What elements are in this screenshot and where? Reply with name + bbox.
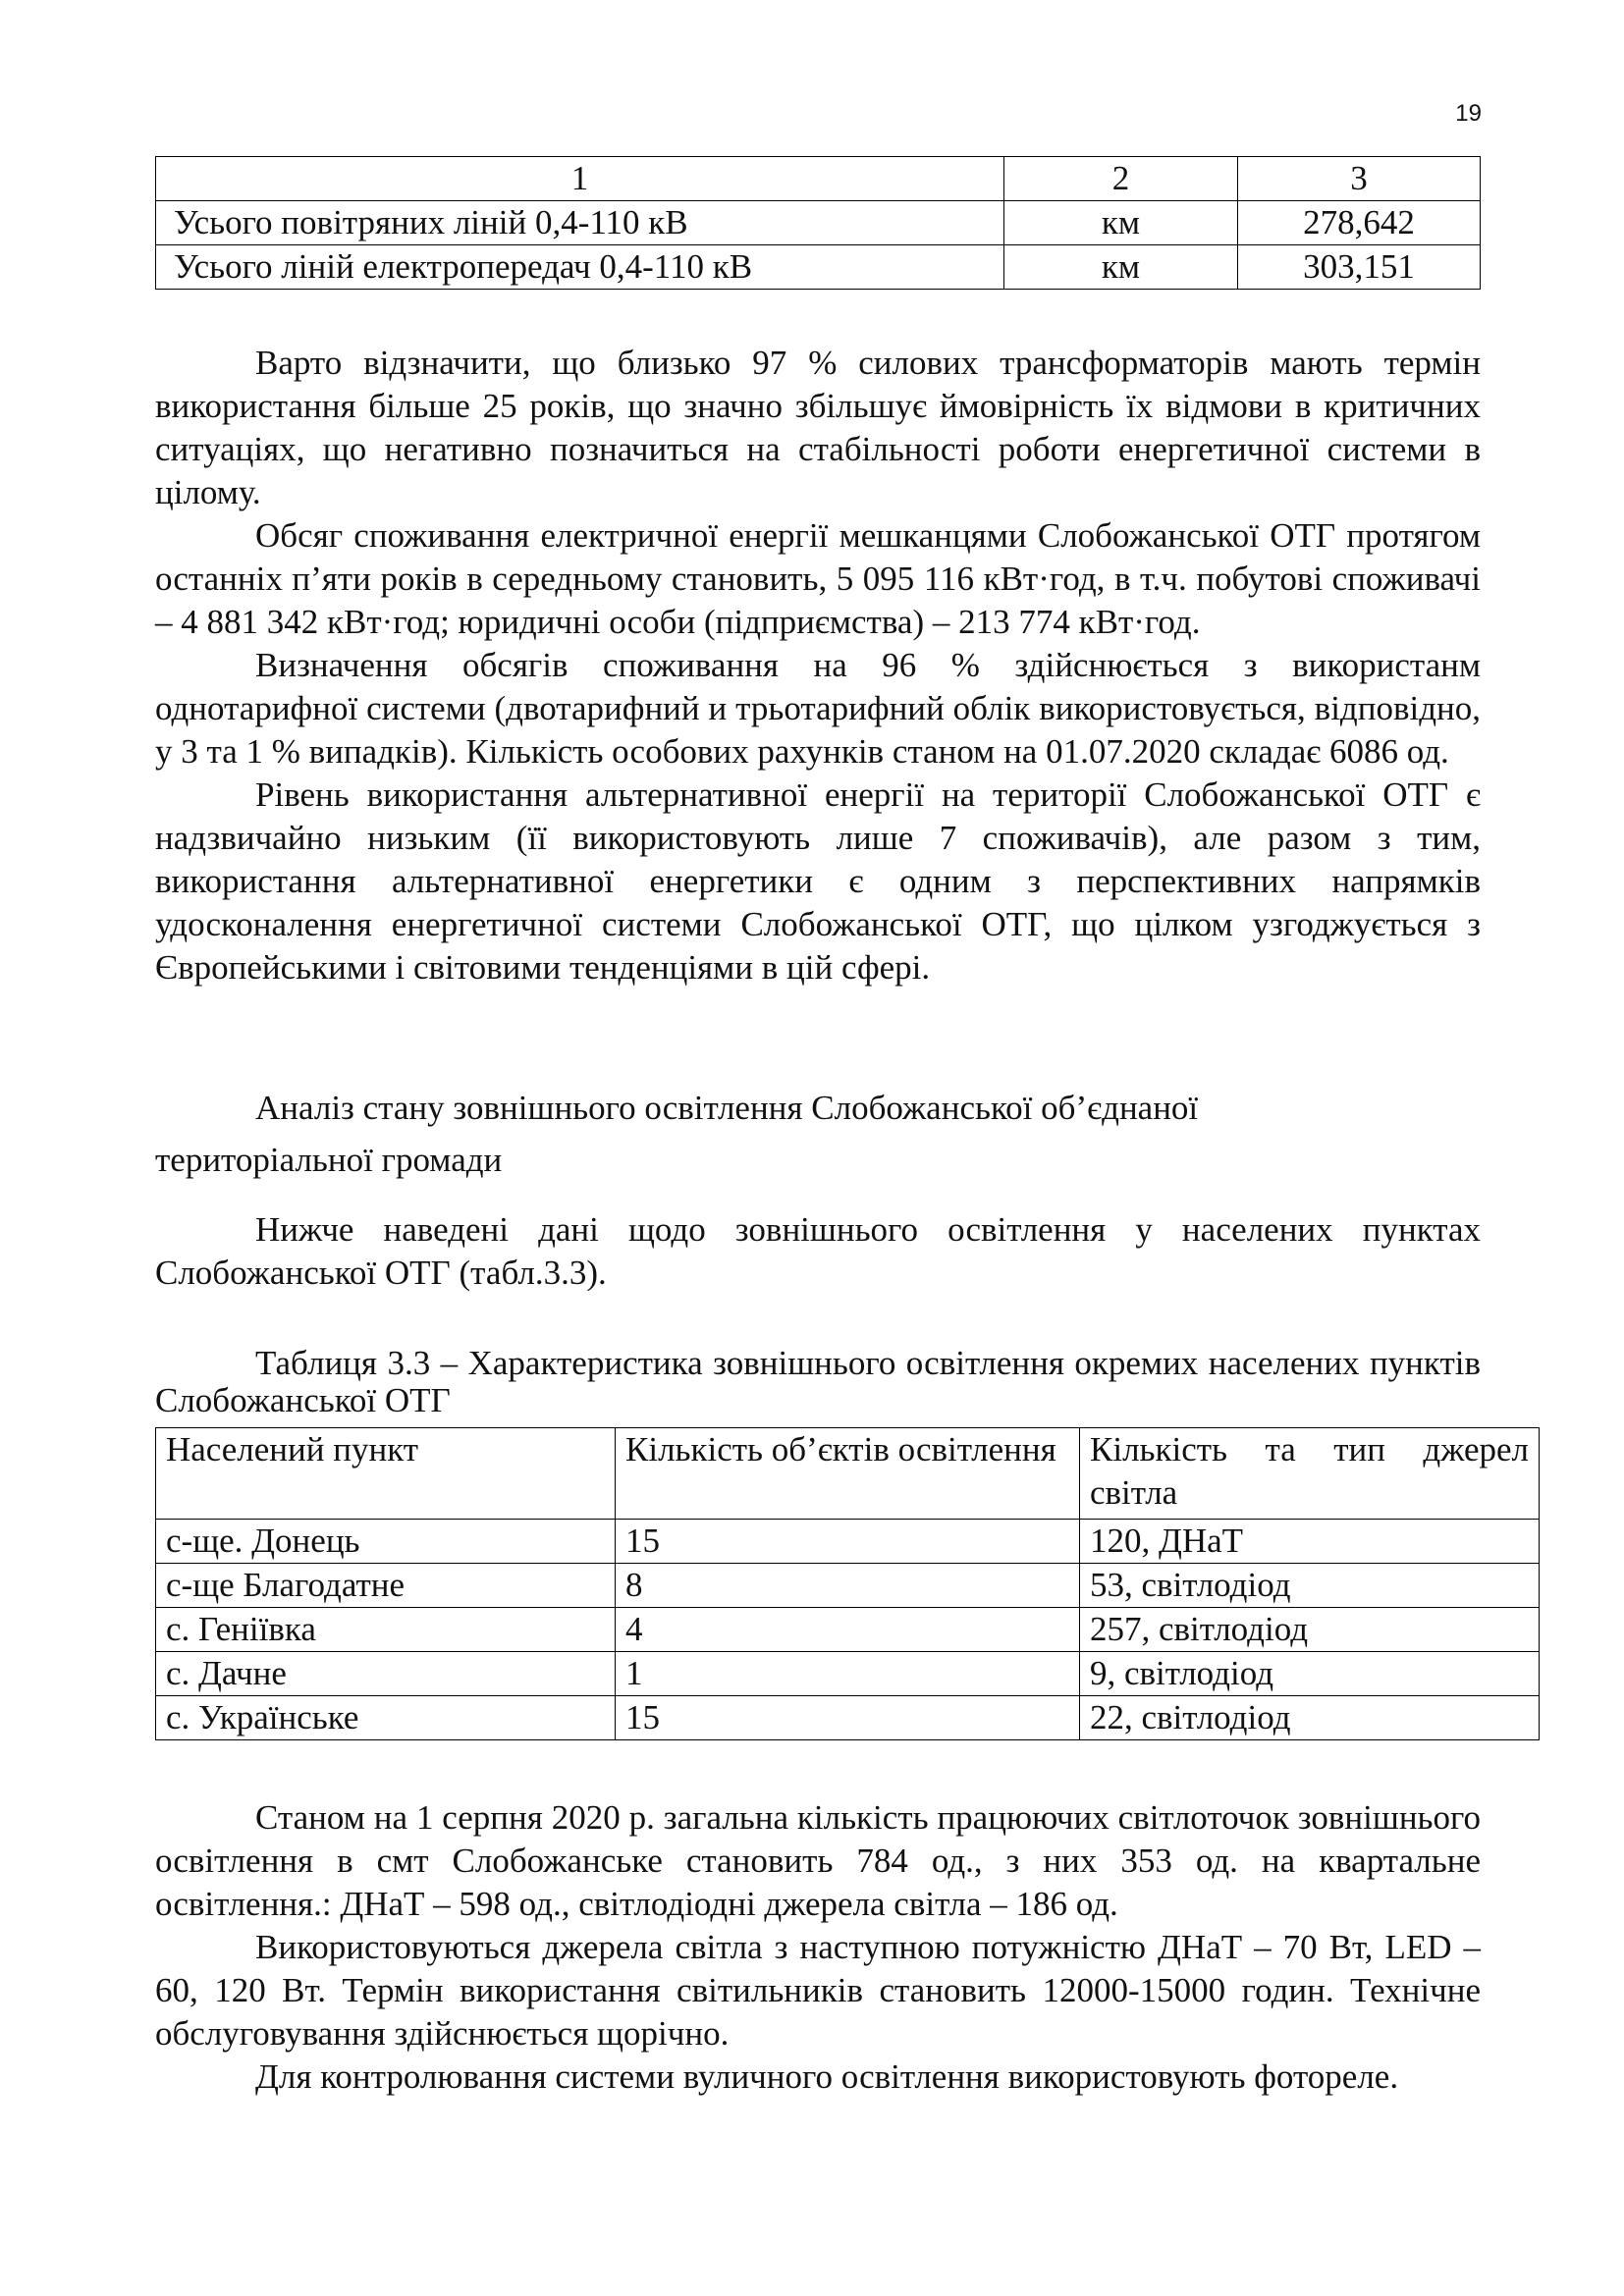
- table-row: [156, 1652, 1540, 1696]
- paragraph: Рівень використання альтернативної енергії на території Слобожанської ОТГ є надзвичайно низьким (її використовують лише 7 споживачів), але разом з тим, використання альтернативної енергетики є одним з перспективних напрямків удосконалення енергетичної системи Слобожанської ОТГ, що цілком узгоджується з Європейськими і світовими тенденціями в цій сфері.: [155, 775, 1481, 987]
- paragraph: Визначення обсягів споживання на 96 % здійснюється з використанм однотарифної системи (двотарифний и трьотарифний облік використовується, відповідно, у 3 та 1 % випадків). Кількість особових рахунків станом на 01.07.2020 складає 6086 од.: [155, 646, 1481, 771]
- lines-summary-table: [155, 156, 1481, 290]
- table-cell: 15: [616, 1696, 1080, 1740]
- table-header-cell: Населений пункт: [156, 1428, 616, 1520]
- table-header-cell: 3: [1238, 157, 1481, 201]
- table-row: [156, 1608, 1540, 1652]
- section-heading: Аналіз стану зовнішнього освітлення Слобожанської об’єднаної: [255, 1089, 1199, 1127]
- table-header-text: Кількість об’єктів освітлення: [625, 1430, 1056, 1468]
- table-caption-text: Таблиця 3.3 – Характеристика зовнішнього освітлення окремих населених пунктів Слобожанської ОТГ: [155, 1344, 1481, 1419]
- table-cell: 4: [616, 1608, 1080, 1652]
- table-cell: 8: [616, 1564, 1080, 1608]
- table-cell: с. Українське: [156, 1696, 616, 1740]
- table-cell: с. Геніївка: [156, 1608, 616, 1652]
- table-cell: с-ще. Донець: [156, 1520, 616, 1564]
- table-header-text: Кількість та тип джерел світла: [1090, 1430, 1529, 1512]
- table-header-cell: 1: [156, 157, 1004, 201]
- table-cell: Усього ліній електропередач 0,4-110 кВ: [156, 245, 1004, 290]
- table-row: [156, 1520, 1540, 1564]
- table-cell: 303,151: [1238, 245, 1481, 290]
- table-cell: 257, світлодіод: [1080, 1608, 1540, 1652]
- page-number: 19: [1455, 100, 1482, 127]
- table-cell: с-ще Благодатне: [156, 1564, 616, 1608]
- table-header-cell: [616, 1428, 1080, 1520]
- table-row: [156, 1696, 1540, 1740]
- table-cell: 53, світлодіод: [1080, 1564, 1540, 1608]
- table-cell: 278,642: [1238, 201, 1481, 245]
- table-caption: [155, 1345, 1481, 1419]
- table-cell: 22, світлодіод: [1080, 1696, 1540, 1740]
- table-cell: с. Дачне: [156, 1652, 616, 1696]
- table-header-cell: [1080, 1428, 1540, 1520]
- table-row: [156, 201, 1481, 245]
- paragraph: Нижче наведені дані щодо зовнішнього освітлення у населених пунктах Слобожанської ОТГ (табл.3.3).: [155, 1210, 1481, 1292]
- body-text-block: [155, 342, 1481, 989]
- body-text-block: [155, 1796, 1481, 2099]
- paragraph: Обсяг споживання електричної енергії мешканцями Слобожанської ОТГ протягом останніх п’яти років в середньому становить, 5 095 116 кВт·год, в т.ч. побутові споживачі – 4 881 342 кВт·год; юридичні особи (підприємства) – 213 774 кВт·год.: [155, 516, 1481, 641]
- table-cell: 120, ДНаТ: [1080, 1520, 1540, 1564]
- table-cell: км: [1004, 245, 1238, 290]
- paragraph: Використовуються джерела світла з наступною потужністю ДНаТ – 70 Вт, LED – 60, 120 Вт. Термін використання світильників становить 12000-15000 годин. Технічне обслуговування здійснюється щорічно.: [155, 1928, 1481, 2053]
- paragraph: Варто відзначити, що близько 97 % силових трансформаторів мають термін використання більше 25 років, що значно збільшує ймовірність їх відмови в критичних ситуаціях, що негативно позначиться на стабільності роботи енергетичної системи в цілому.: [155, 344, 1481, 511]
- table-cell: 1: [616, 1652, 1080, 1696]
- table-cell: 15: [616, 1520, 1080, 1564]
- outdoor-lighting-table: [155, 1427, 1540, 1740]
- section-heading-continuation: територіальної громади: [155, 1141, 503, 1179]
- body-text-block: [155, 1208, 1481, 1295]
- table-header-cell: 2: [1004, 157, 1238, 201]
- paragraph: Для контролювання системи вуличного освітлення використовують фотореле.: [255, 2057, 1399, 2096]
- table-cell: Усього повітряних ліній 0,4-110 кВ: [156, 201, 1004, 245]
- paragraph: Станом на 1 серпня 2020 р. загальна кількість працюючих світлоточок зовнішнього освітлення в смт Слобожанське становить 784 од., з них 353 од. на квартальне освітлення.: ДНаТ – 598 од., світлодіодні джерела світла – 186 од.: [155, 1798, 1481, 1923]
- table-cell: 9, світлодіод: [1080, 1652, 1540, 1696]
- table-header-row: [156, 1428, 1540, 1520]
- table-row: [156, 1564, 1540, 1608]
- table-row: [156, 245, 1481, 290]
- table-header-row: [156, 157, 1481, 201]
- table-cell: км: [1004, 201, 1238, 245]
